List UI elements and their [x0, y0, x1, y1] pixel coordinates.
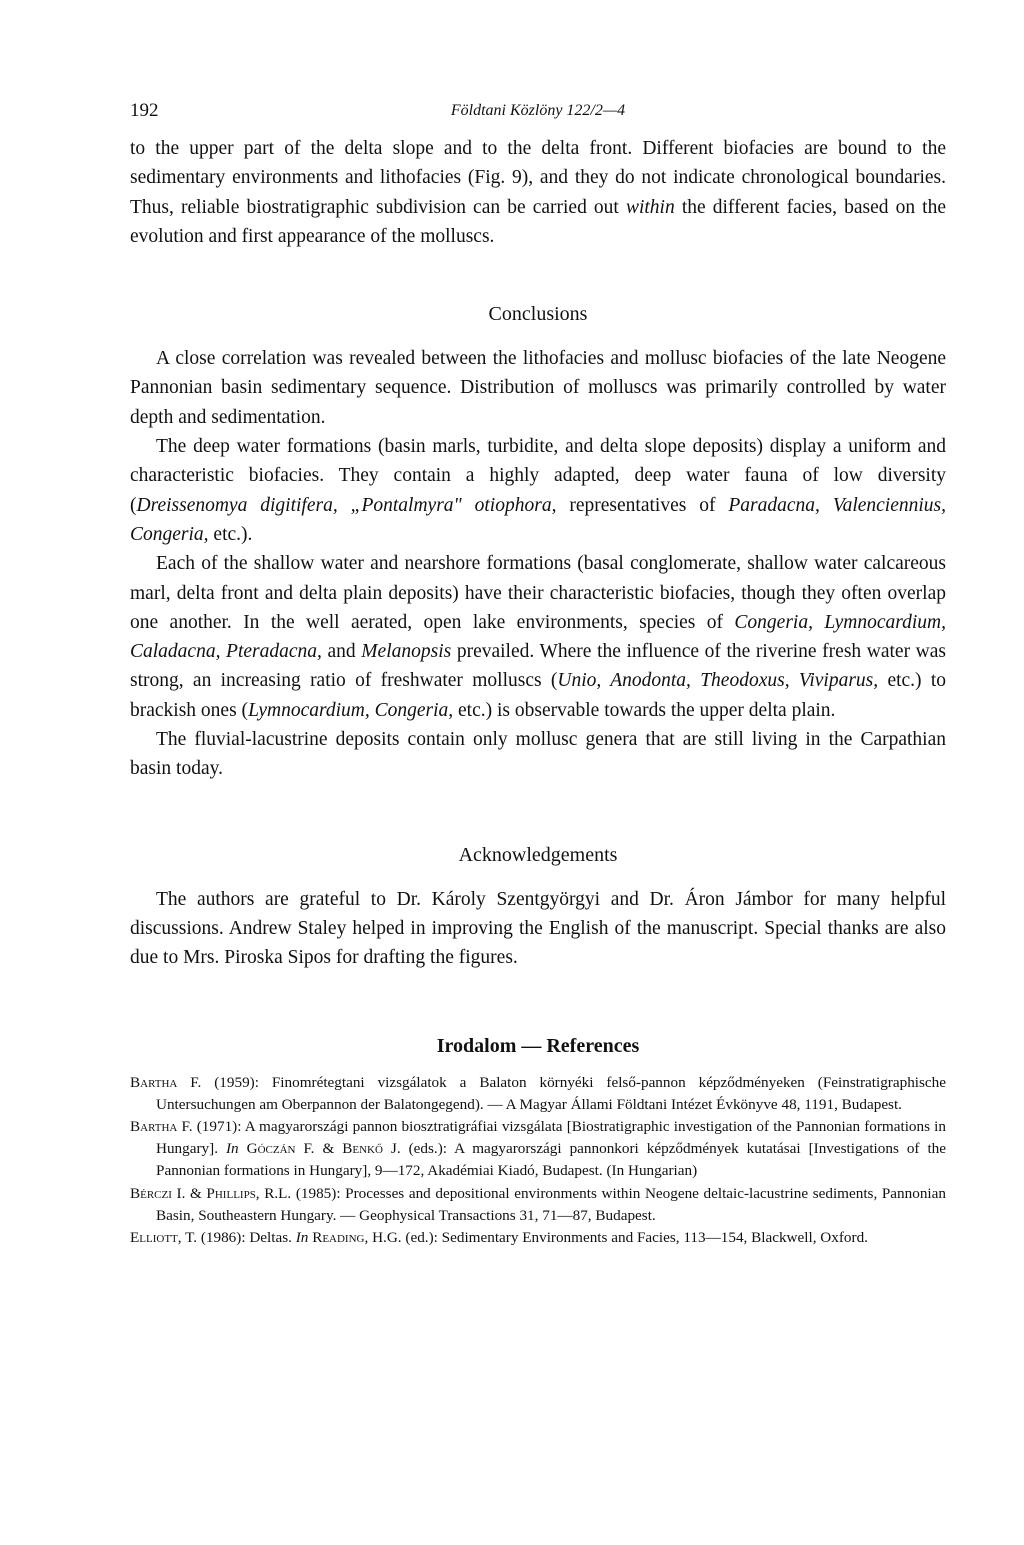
conclusions-paragraph-4: The fluvial-lacustrine deposits contain only mollusc genera that are still living in the Carpathian basin today.	[130, 729, 946, 780]
reference-item	[130, 1072, 946, 1116]
taxon-names: Congeria, Lymnocardium, Caladacna, Pteradacna,	[130, 611, 946, 663]
reference-author: Phillips, R.L.	[206, 1184, 292, 1202]
reference-text: (1985): Processes and depositional environments within Neogene deltaic-lacustrine sediments, Pannonian Basin, Southeastern Hungary. — Geophysical Transactions 31, 71—87, Budapest.	[156, 1184, 946, 1224]
reference-text: (1971): A magyarországi pannon biosztratigráfiai vizsgálata [Biostratigraphic investigation of the Pannonian formations in Hungary].	[156, 1117, 947, 1158]
reference-item	[130, 1183, 946, 1227]
reference-editor: Góczán F.	[246, 1140, 315, 1158]
intro-text-1: to the upper part of the delta slope and to the delta front. Different biofacies are bound to the sedimentary environments and lithofacies (Fig. 9), and they do not indicate chronological boundaries. Thus, reliable biostratigraphic subdivision can be carried out	[130, 138, 946, 218]
reference-in: In	[295, 1228, 309, 1246]
conclusions-heading: Conclusions	[488, 303, 588, 326]
conclusions-paragraph-2	[130, 432, 946, 549]
text-span: Each of the shallow water and nearshore formations (basal conglomerate, shallow water calcareous marl, delta front and delta plain deposits) have their characteristic biofacies, though they often overlap one another. In the well aerated, open lake environments, species of	[130, 553, 946, 633]
text-span: The deep water formations (basin marls, turbidite, and delta slope deposits) display a uniform and characteristic biofacies. They contain a highly adapted, deep water fauna of low diversity (	[130, 436, 946, 516]
reference-editor: Reading, H.G.	[312, 1228, 402, 1246]
intro-emphasis: within	[625, 196, 675, 218]
acknowledgements-heading: Acknowledgements	[458, 843, 618, 866]
conclusions-paragraph-1: A close correlation was revealed between the lithofacies and mollusc biofacies of the late Neogene Pannonian basin sedimentary sequence. Distribution of molluscs was primarily controlled by water depth and sedimentation.	[130, 348, 946, 428]
reference-text: (eds.): A magyarországi pannonkori képződmények kutatásai [Investigations of the Pannonian formations in Hungary], 9—172, Akadémiai Kiadó, Budapest. (In Hungarian)	[156, 1140, 947, 1180]
reference-in: In	[225, 1140, 239, 1158]
text-span: etc.) to brackish ones (	[130, 670, 947, 721]
taxon-names: Unio, Anodonta, Theodoxus, Viviparus,	[557, 670, 879, 692]
acknowledgements-paragraph: The authors are grateful to Dr. Károly Szentgyörgyi and Dr. Áron Jámbor for many helpful discussions. Andrew Staley helped in improving the English of the manuscript. Special thanks are also due to Mrs. Piroska Sipos for drafting the figures.	[130, 888, 946, 969]
reference-text: (ed.): Sedimentary Environments and Facies, 113—154, Blackwell, Oxford.	[401, 1228, 868, 1246]
reference-text: (1959): Finomrétegtani vizsgálatok a Balaton környéki felső-pannon képződményeken (Feinstratigraphische Untersuchungen am Oberpannon der Balatongegend). — A Magyar Állami Földtani Intézet Évkönyve 48, 1191, Budapest.	[156, 1073, 947, 1113]
reference-author: Bartha F.	[130, 1073, 202, 1091]
reference-author: Elliott, T.	[130, 1228, 198, 1246]
references-heading: Irodalom — References	[436, 1034, 640, 1057]
text-span: and	[321, 641, 362, 663]
taxon-names: Melanopsis	[361, 641, 452, 663]
reference-text: &	[185, 1184, 207, 1202]
journal-title: Földtani Közlöny 122/2—4	[450, 102, 626, 119]
reference-text	[239, 1140, 247, 1157]
reference-list	[130, 1072, 946, 1250]
page	[130, 100, 946, 1249]
intro-paragraph	[130, 134, 946, 251]
page-number: 192	[130, 100, 159, 121]
taxon-names: Lymnocardium, Congeria,	[248, 699, 454, 721]
reference-item	[130, 1227, 946, 1249]
taxon-names: Paradacna, Valenciennius, Congeria,	[130, 494, 947, 545]
text-span: representatives of	[556, 494, 729, 516]
intro-text-2: the different facies, based on the evolution and first appearance of the molluscs.	[130, 196, 946, 247]
reference-author: Bartha F.	[130, 1117, 193, 1135]
reference-item	[130, 1116, 946, 1183]
text-span: etc.).	[208, 523, 253, 545]
reference-author: Bérczi I.	[130, 1184, 186, 1202]
reference-text: (1986): Deltas.	[197, 1228, 296, 1246]
running-header	[130, 100, 946, 130]
reference-text: &	[314, 1140, 343, 1158]
text-span: prevailed. Where the influence of the riverine fresh water was strong, an increasing ratio of freshwater molluscs (	[130, 641, 947, 692]
text-span: etc.) is observable towards the upper delta plain.	[453, 699, 836, 721]
taxon-names: Dreissenomya digitifera, „Pontalmyra" otiophora,	[136, 494, 557, 516]
reference-editor: Benkő J.	[342, 1140, 401, 1158]
conclusions-paragraph-3	[130, 549, 946, 725]
